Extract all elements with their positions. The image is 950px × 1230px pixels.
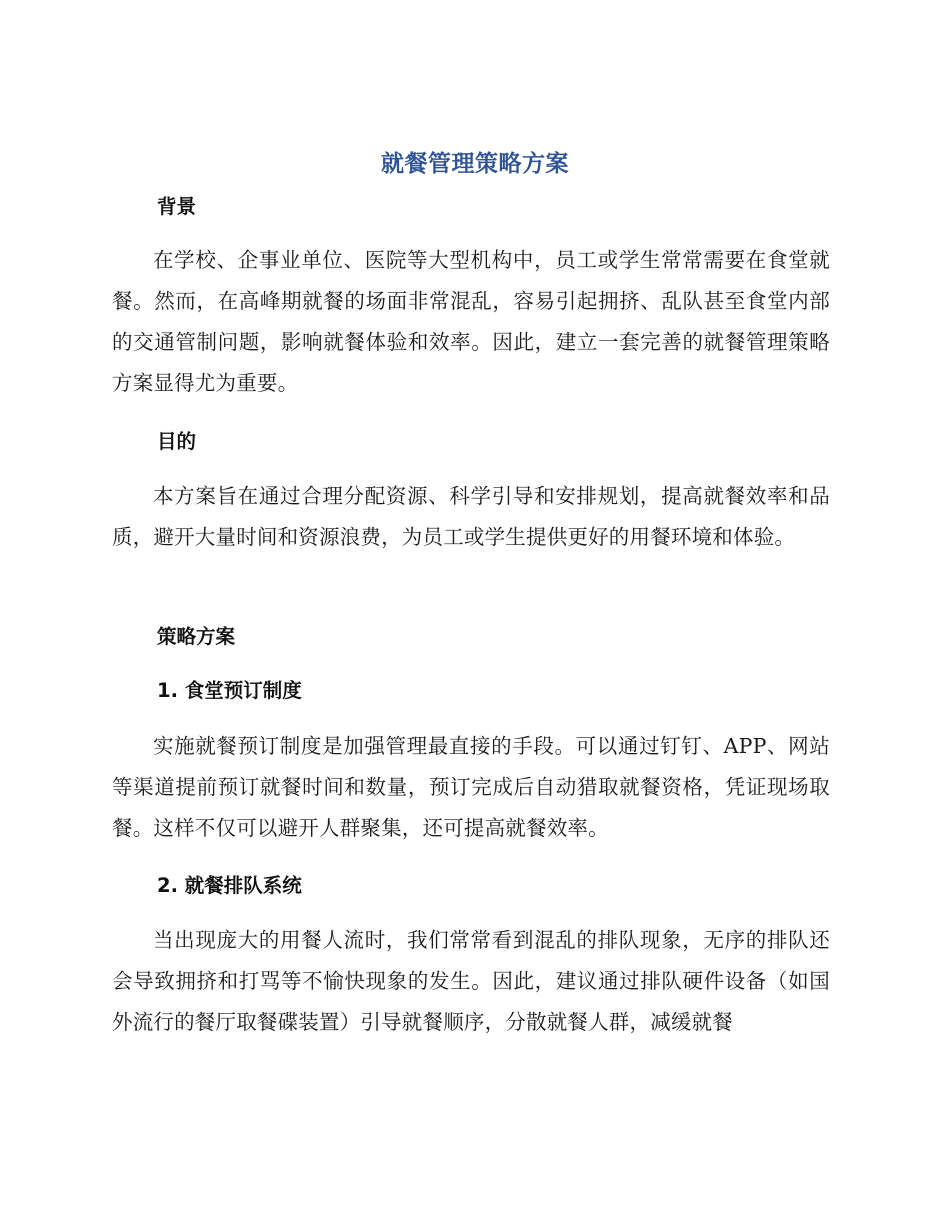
paragraph-purpose: 本方案旨在通过合理分配资源、科学引导和安排规划，提高就餐效率和品质，避开大量时间和资源浪费，为员工或学生提供更好的用餐环境和体验。 [112, 484, 830, 549]
section-heading-strategy: 策略方案 [157, 625, 236, 648]
paragraph-queue-system: 当出现庞大的用餐人流时，我们常常看到混乱的排队现象，无序的排队还会导致拥挤和打骂等不愉快现象的发生。因此，建议通过排队硬件设备（如国外流行的餐厅取餐碟装置）引导就餐顺序，分散就餐人群，减缓就餐 [112, 928, 830, 1034]
subsection-heading-queue-system: 2. 就餐排队系统 [157, 874, 302, 897]
paragraph-reservation: 实施就餐预订制度是加强管理最直接的手段。可以通过钉钉、APP、网站等渠道提前预订就餐时间和数量，预订完成后自动猎取就餐资格，凭证现场取餐。这样不仅可以避开人群聚集，还可提高就餐效率。 [112, 734, 830, 840]
subsection-heading-reservation: 1. 食堂预订制度 [157, 679, 302, 702]
document-title: 就餐管理策略方案 [381, 151, 569, 177]
section-heading-purpose: 目的 [157, 430, 197, 453]
paragraph-background: 在学校、企事业单位、医院等大型机构中，员工或学生常常需要在食堂就餐。然而，在高峰期就餐的场面非常混乱，容易引起拥挤、乱队甚至食堂内部的交通管制问题，影响就餐体验和效率。因此，建立一套完善的就餐管理策略方案显得尤为重要。 [112, 248, 830, 395]
section-heading-background: 背景 [157, 195, 197, 218]
